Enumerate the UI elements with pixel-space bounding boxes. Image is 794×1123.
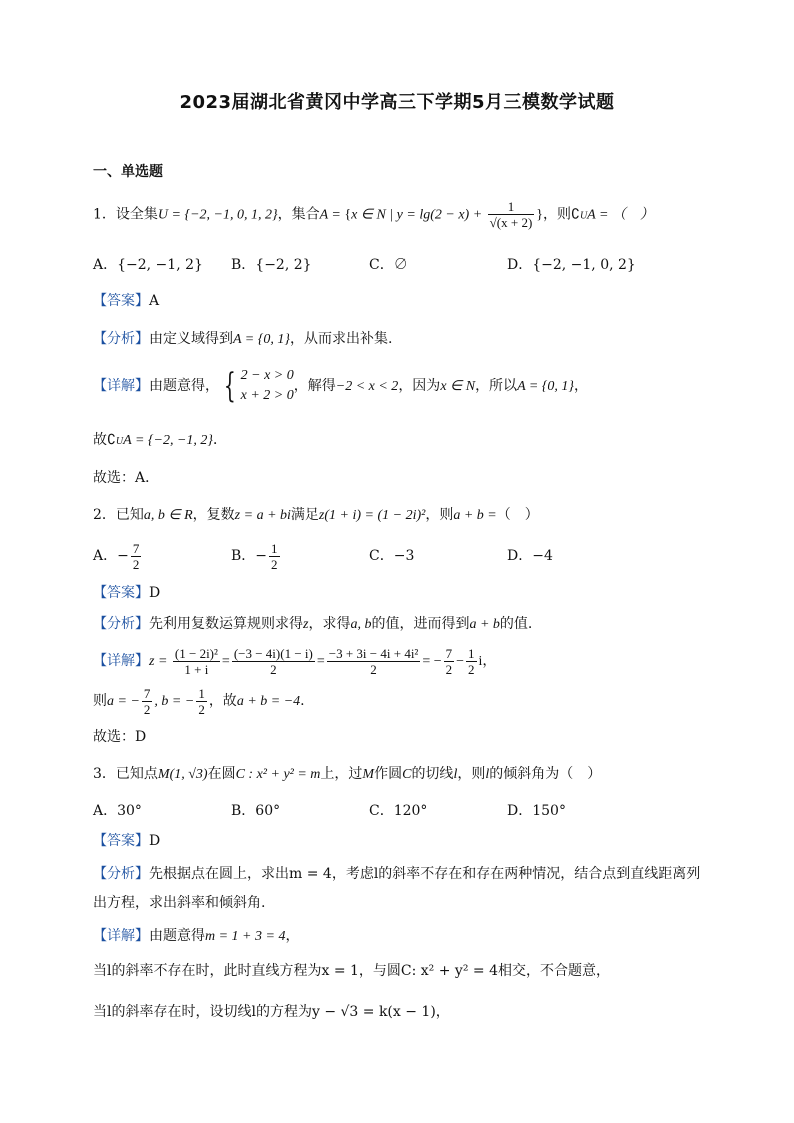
q3-answer — [93, 831, 160, 851]
q2-stem-c: 满足 — [290, 507, 319, 523]
q2-then-c: . — [300, 693, 305, 709]
q2-frac-4-num: 7 — [445, 645, 453, 661]
q2-then-math-1: a = − — [107, 694, 140, 709]
q2-option-b-den: 2 — [271, 556, 278, 572]
q1-detail-c: ，因为 — [398, 378, 441, 394]
q3-stem-d: 作圆 — [374, 766, 403, 782]
q3-option-d: D．150° — [507, 803, 566, 819]
analysis-tag: 【分析】 — [93, 866, 149, 882]
q1-detail-b: ，解得 — [293, 378, 336, 394]
q1-choose: 故选：A． — [93, 470, 160, 486]
q3-analysis-cont: 出方程，求出斜率和倾斜角. — [93, 895, 266, 911]
answer-tag: 【答案】 — [93, 585, 149, 601]
q1-stem-d: A = （ ） — [587, 207, 654, 223]
q2-frac-3 — [327, 646, 421, 677]
q2-stem — [93, 505, 539, 526]
q2-frac-1 — [173, 646, 220, 677]
q2-stem-math-1: a, b ∈ R — [143, 508, 193, 523]
q3-stem-e: 的切线 — [411, 766, 454, 782]
q3-options — [93, 801, 645, 821]
q2-then-a: 则 — [93, 693, 107, 709]
q3-analysis — [93, 864, 700, 884]
q2-frac-1-num: (1 − 2i)² — [174, 645, 218, 661]
section-heading: 一、单选题 — [93, 164, 163, 180]
q2-then-frac-1 — [142, 686, 153, 717]
q2-option-c: C．−3 — [369, 548, 415, 564]
q1-conclusion — [93, 430, 227, 452]
q1-set-u: U = {−2, −1, 0, 1, 2} — [157, 207, 278, 223]
q3-detail-math: m = 1 + 3 = 4 — [205, 929, 286, 944]
q3-stem — [93, 764, 601, 785]
q2-option-b-prefix: B．− — [231, 548, 268, 564]
q2-analysis-d: 的值. — [499, 616, 533, 632]
q2-detail-tail: i， — [478, 654, 497, 669]
q2-options — [93, 540, 645, 572]
q3-stem-f: ，则 — [457, 766, 486, 782]
q2-detail-z: z = — [149, 654, 171, 669]
q2-then-frac-2-num: 1 — [198, 685, 205, 701]
q1-conclusion-a: 故∁ — [93, 432, 116, 448]
detail-tag: 【详解】 — [93, 653, 149, 669]
q2-then-frac-1-num: 7 — [143, 685, 151, 701]
q2-option-a-den: 2 — [132, 556, 140, 572]
q1-analysis-a: 由定义域得到 — [149, 331, 233, 347]
q1-frac-den: √(x + 2) — [489, 215, 533, 230]
q1-stem — [93, 199, 654, 230]
q2-stem-e: （ ） — [496, 507, 539, 523]
answer-tag: 【答案】 — [93, 293, 149, 309]
q1-detail-e: ， — [574, 378, 589, 394]
page-title: 2023届湖北省黄冈中学高三下学期5月三模数学试题 — [179, 92, 615, 113]
q3-stem-math-3: M — [362, 767, 375, 782]
q2-option-b — [231, 540, 369, 572]
q1-analysis — [93, 329, 392, 350]
q1-detail-d: ，所以 — [475, 378, 518, 394]
q2-frac-5-num: 1 — [468, 645, 475, 661]
q2-then-frac-1-den: 2 — [143, 701, 151, 717]
q2-frac-5 — [466, 646, 477, 677]
analysis-tag: 【分析】 — [93, 616, 149, 632]
q2-then-b: ，故 — [208, 693, 237, 709]
q1-stem-c: ，则∁ — [543, 206, 580, 223]
detail-tag: 【详解】 — [93, 378, 149, 394]
q2-stem-d: ，则 — [425, 507, 454, 523]
q2-stem-a: 2．已知 — [93, 507, 144, 523]
q3-answer-value: D — [149, 833, 161, 849]
q3-option-b: B．60° — [231, 803, 281, 819]
q3-stem-math-1: M(1, √3) — [157, 767, 208, 782]
q3-stem-math-5: l — [453, 767, 458, 782]
q2-then-math-3: a + b = −4 — [236, 694, 301, 709]
q3-stem-math-2: C : x² + y² = m — [235, 767, 321, 782]
q3-stem-math-4: C — [402, 767, 412, 782]
q1-set-a-left: A = — [319, 207, 345, 223]
q1-answer — [93, 291, 159, 311]
q1-set-a-body: x ∈ N | y = lg(2 − x) + — [351, 207, 486, 223]
q2-analysis — [93, 614, 532, 635]
q3-analysis-line-1: 先根据点在圆上，求出m = 4，考虑l的斜率不存在和存在两种情况，结合点到直线距离列 — [149, 866, 701, 882]
q2-frac-4-den: 2 — [445, 661, 453, 677]
q3-detail — [93, 926, 299, 947]
q2-frac-1-den: 1 + i — [184, 661, 209, 677]
q3-stem-g: 的倾斜角为（ ） — [489, 766, 602, 782]
q1-stem-b: ，集合 — [277, 206, 320, 223]
q3-stem-a: 3．已知点 — [93, 766, 158, 782]
q2-option-b-frac — [269, 541, 280, 572]
q1-brace-close: } — [536, 207, 544, 223]
detail-tag: 【详解】 — [93, 928, 149, 944]
q2-stem-math-4: a + b = — [453, 508, 497, 523]
q3-detail-b: ， — [285, 928, 300, 944]
q2-option-a-num: 7 — [132, 540, 140, 556]
q2-frac-4 — [444, 646, 455, 677]
q1-answer-value: A — [149, 293, 160, 309]
q1-conclusion-sub: U — [115, 436, 124, 447]
q1-option-c: C．∅ — [369, 257, 408, 273]
q3-detail-a: 由题意得 — [149, 928, 205, 944]
q2-detail — [93, 644, 496, 679]
q2-frac-5-den: 2 — [468, 661, 475, 677]
analysis-tag: 【分析】 — [93, 331, 149, 347]
q2-analysis-math-1: z — [303, 617, 309, 632]
q2-frac-2-den: 2 — [270, 661, 277, 677]
q1-options — [93, 255, 645, 275]
q2-answer — [93, 583, 160, 603]
q1-stem-a: 1．设全集 — [93, 206, 158, 223]
q2-option-a — [93, 540, 231, 572]
q2-then — [93, 684, 305, 719]
q1-detail — [93, 365, 588, 407]
q1-analysis-b: ，从而求出补集. — [289, 331, 393, 347]
answer-tag: 【答案】 — [93, 833, 149, 849]
q2-then-frac-2 — [196, 686, 207, 717]
q2-answer-value: D — [149, 585, 161, 601]
q2-frac-4-prefix: = − — [422, 654, 442, 669]
q3-option-c: C．120° — [369, 803, 428, 819]
q2-eq-2: = — [316, 654, 325, 669]
q2-frac-3-num: −3 + 3i − 4i + 4i² — [328, 645, 419, 661]
q3-stem-b: 在圆 — [207, 766, 236, 782]
q1-detail-math-2: x ∈ N — [440, 379, 476, 394]
q1-detail-a: 由题意得， — [149, 378, 219, 394]
q2-frac-2 — [232, 646, 315, 677]
q2-analysis-math-2: a, b — [350, 617, 372, 632]
q2-frac-5-prefix: − — [456, 654, 465, 669]
q1-brace-open: { — [344, 207, 352, 223]
q1-option-b: B．{−2, 2} — [231, 257, 312, 273]
q1-system-brace: { — [223, 366, 236, 406]
q1-detail-math-1: −2 < x < 2 — [335, 379, 399, 394]
q2-analysis-math-3: a + b — [469, 617, 500, 632]
q1-system-line-1: 2 − x > 0 — [240, 368, 294, 383]
q2-option-a-prefix: A．− — [93, 548, 129, 564]
q1-conclusion-b: ． — [213, 432, 227, 448]
q1-system-line-2: x + 2 > 0 — [240, 388, 294, 403]
q2-stem-math-2: z = a + bi — [234, 508, 291, 523]
q2-option-d: D．−4 — [507, 548, 553, 564]
q3-stem-math-6: l — [485, 767, 490, 782]
q1-fraction — [488, 199, 535, 230]
q2-then-math-2: , b = − — [154, 694, 195, 709]
q1-analysis-math: A = {0, 1} — [233, 332, 290, 347]
q2-option-a-frac — [131, 541, 142, 572]
q1-complement-sub: U — [579, 210, 588, 222]
q2-frac-3-den: 2 — [370, 661, 377, 677]
q2-stem-b: ，复数 — [192, 507, 235, 523]
q3-case-2: 当l的斜率存在时，设切线l的方程为y − √3 = k(x − 1)， — [93, 1004, 450, 1020]
q3-stem-c: 上，过 — [320, 766, 363, 782]
q3-case-1: 当l的斜率不存在时，此时直线方程为x = 1，与圆C: x² + y² = 4相交，不合题意， — [93, 963, 610, 979]
q2-analysis-a: 先利用复数运算规则求得 — [149, 616, 303, 632]
q2-analysis-c: 的值，进而得到 — [371, 616, 470, 632]
q2-frac-2-num: (−3 − 4i)(1 − i) — [233, 645, 313, 661]
q1-frac-num: 1 — [488, 199, 535, 215]
q2-eq-1: = — [221, 654, 230, 669]
q2-option-b-num: 1 — [271, 540, 278, 556]
q2-stem-math-3: z(1 + i) = (1 − 2i)² — [318, 508, 426, 523]
q1-option-a: A．{−2, −1, 2} — [93, 257, 203, 273]
q1-system — [241, 366, 294, 406]
q3-option-a: A．30° — [93, 803, 142, 819]
q2-then-frac-2-den: 2 — [198, 701, 205, 717]
q1-conclusion-math: A = {−2, −1, 2} — [123, 433, 213, 448]
q2-choose: 故选：D — [93, 729, 147, 745]
q2-analysis-b: ，求得 — [308, 616, 351, 632]
q1-option-d: D．{−2, −1, 0, 2} — [507, 257, 636, 273]
q1-detail-math-3: A = {0, 1} — [517, 379, 575, 394]
